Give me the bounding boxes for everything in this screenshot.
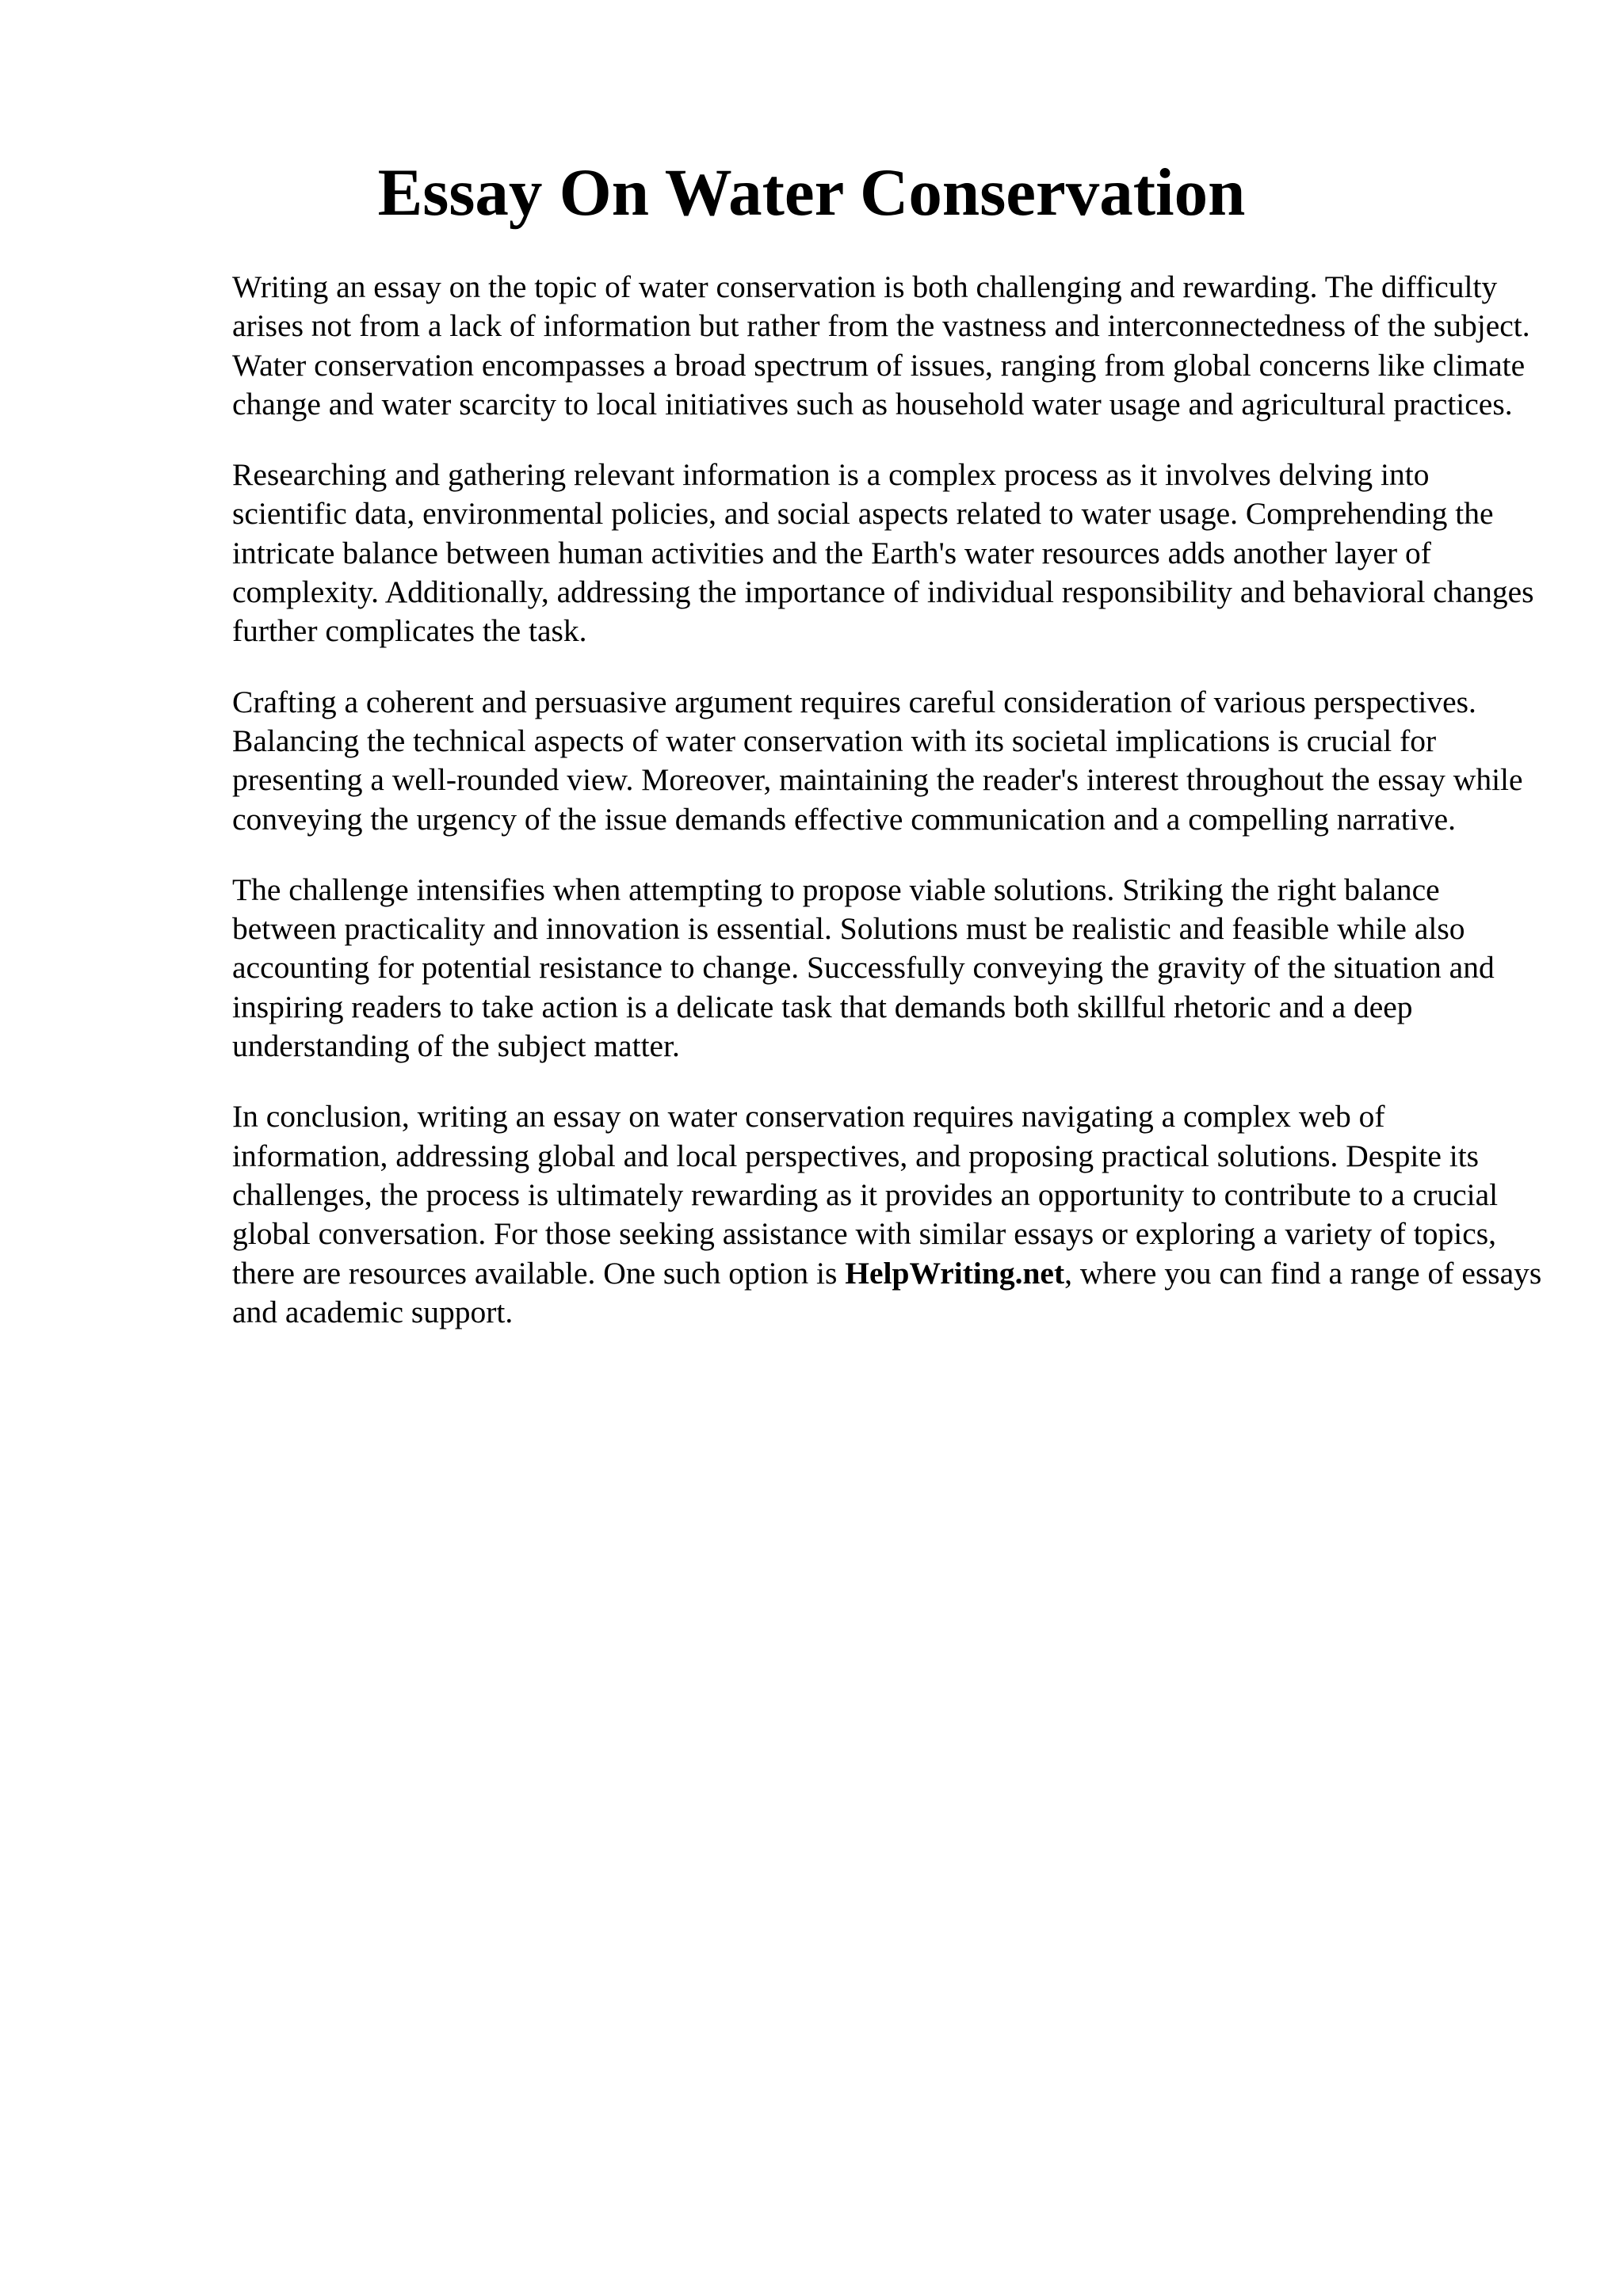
essay-body [232,268,1548,1363]
paragraph-4: The challenge intensifies when attempting to propose viable solutions. Striking the right balance between practicality and innovation is essential. Solutions must be realistic and feasible while also accounting for potential resistance to change. Successfully conveying the gravity of the situation and inspiring readers to take action is a delicate task that demands both skillful rhetoric and a deep understanding of the subject matter. [232,871,1495,1064]
paragraph-3: Crafting a coherent and persuasive argument requires careful consideration of various perspectives. Balancing the technical aspects of water conservation with its societal implications is crucial for presenting a well-rounded view. Moreover, maintaining the reader's interest throughout the essay while conveying the urgency of the issue demands effective communication and a compelling narrative. [232,684,1523,837]
conclusion-paragraph [232,1097,1548,1332]
page-title: Essay On Water Conservation [377,155,1246,230]
brand-name: HelpWriting.net [845,1255,1065,1291]
conclusion-text-end: , where you can find a range of essays and academic support. [232,1255,1542,1329]
paragraph-1: Writing an essay on the topic of water conservation is both challenging and rewarding. The difficulty arises not from a lack of information but rather from the vastness and interconnectedness of the subject. Water conservation encompasses a broad spectrum of issues, ranging from global concerns like climate change and water scarcity to local initiatives such as household water usage and agricultural practices. [232,269,1530,421]
paragraph-2: Researching and gathering relevant information is a complex process as it involves delving into scientific data, environmental policies, and social aspects related to water usage. Comprehending the intricate balance between human activities and the Earth's water resources adds another layer of complexity. Additionally, addressing the importance of individual responsibility and behavioral changes further complicates the task. [232,457,1534,649]
conclusion-text-start: In conclusion, writing an essay on water conservation requires navigating a complex web of information, addressing global and local perspectives, and proposing practical solutions. Despite its challenges, the process is ultimately rewarding as it provides an opportunity to contribute to a crucial global conversation. For those seeking assistance with similar essays or exploring a variety of topics, there are resources available. One such option is [232,1099,1499,1291]
